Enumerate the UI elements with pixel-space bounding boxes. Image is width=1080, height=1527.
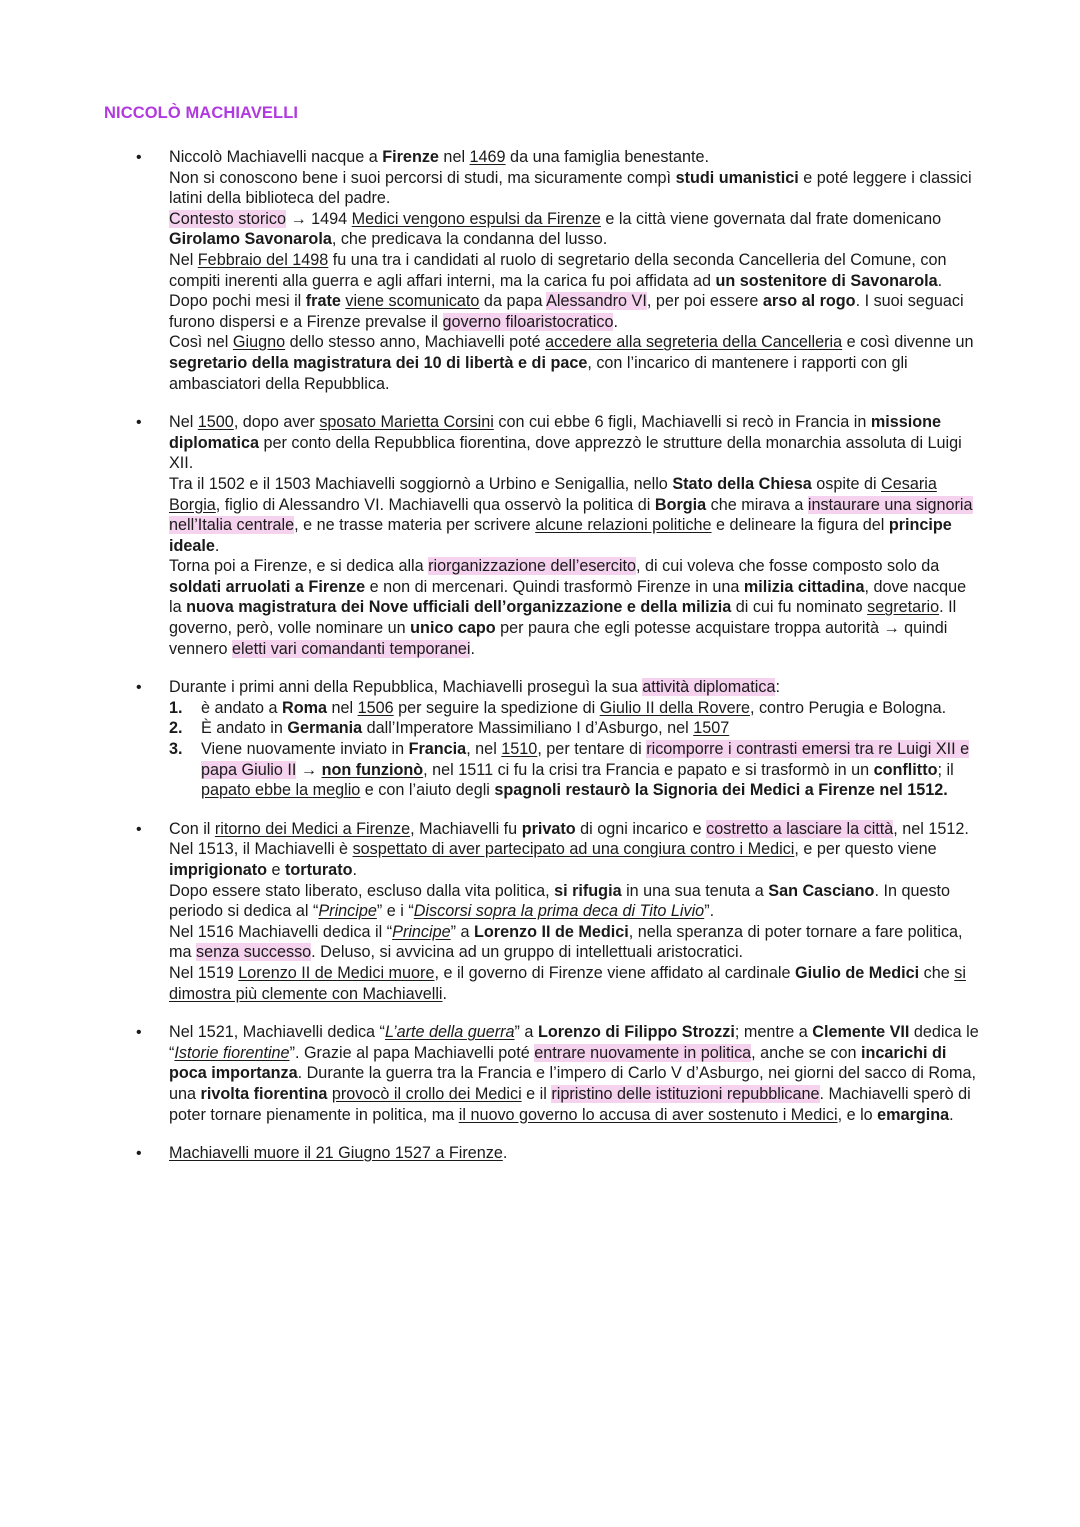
text-run: Principe bbox=[318, 902, 377, 921]
text-run: . I suoi seguaci furono dispersi e a Firenze prevalse il bbox=[169, 292, 964, 331]
paragraph bbox=[169, 922, 980, 963]
text-run: . bbox=[352, 861, 357, 879]
highlighted-text: costretto a lasciare la città bbox=[706, 819, 894, 838]
text-run: È andato in bbox=[201, 719, 288, 738]
text-run: L’arte della guerra bbox=[384, 1023, 515, 1042]
text-run: ospite di bbox=[811, 474, 882, 493]
text-run: Principe bbox=[392, 922, 451, 941]
text-run: ”. bbox=[704, 902, 715, 921]
text-run: → 1494 bbox=[285, 209, 352, 228]
paragraph bbox=[169, 250, 980, 291]
text-run: , e lo bbox=[837, 1105, 878, 1124]
bold-text: missione diplomatica bbox=[169, 413, 942, 452]
text-run: . Durante la guerra tra la Francia e l’impero di Carlo V d’Asburgo, nei giorni del sacco di Roma, una bbox=[169, 1064, 977, 1103]
bullet-item bbox=[0, 1143, 1080, 1164]
text-run: dello stesso anno, Machiavelli poté bbox=[285, 333, 546, 352]
bullet-item bbox=[0, 819, 1080, 1004]
bullet-dot-icon: • bbox=[136, 149, 142, 166]
text-run: ”. Grazie al papa Machiavelli poté bbox=[289, 1043, 535, 1062]
text-run: è andato a bbox=[201, 698, 283, 717]
text-run: fu una tra i candidati al ruolo di segretario della seconda Cancelleria del Comune, con compiti inerenti alla guerra e agli affari interni, ma la carica fu poi affidata ad bbox=[169, 250, 947, 290]
text-run: per paura che egli potesse acquistare troppa autorità → quindi vennero bbox=[169, 619, 948, 658]
bold-text: un sostenitore di Savonarola bbox=[715, 271, 938, 290]
bullet-item bbox=[0, 147, 1080, 394]
text-run: che mirava a bbox=[706, 495, 808, 514]
text-run: , per poi essere bbox=[646, 292, 763, 311]
paragraph bbox=[169, 963, 980, 1004]
text-run: , anche se con bbox=[751, 1043, 861, 1062]
paragraph bbox=[169, 881, 980, 922]
text-run: Non si conoscono bene i suoi percorsi di studi, ma sicuramente compì bbox=[169, 168, 676, 187]
text-run: dall’Imperatore Massimiliano I d’Asburgo, nel bbox=[362, 719, 694, 738]
highlighted-text: eletti vari comandanti temporanei bbox=[232, 639, 471, 658]
text-run: , dopo aver bbox=[233, 413, 320, 432]
text-run: e non di mercenari. Quindi trasformò Firenze in una bbox=[365, 577, 744, 596]
bold-text: si rifugia bbox=[554, 881, 622, 900]
bold-text: conflitto bbox=[873, 760, 938, 779]
bold-text: rivolta fiorentina bbox=[200, 1084, 328, 1103]
bullet-item bbox=[0, 1022, 1080, 1125]
bold-text: Giulio de Medici bbox=[795, 963, 920, 982]
text-run: Dopo pochi mesi il bbox=[169, 292, 306, 311]
text-run: e delineare la figura del bbox=[711, 516, 889, 535]
text-run: viene scomunicato bbox=[345, 292, 480, 311]
text-run: . Il governo, però, volle nominare un bbox=[169, 598, 957, 638]
text-run: Dopo essere stato liberato, escluso dalla vita politica, bbox=[169, 881, 555, 900]
text-run: : bbox=[775, 678, 780, 697]
bold-text: torturato bbox=[285, 861, 353, 879]
bullet-dot-icon: • bbox=[136, 1145, 142, 1163]
highlighted-text: governo filoaristocratico bbox=[442, 312, 614, 331]
text-run: . bbox=[214, 536, 220, 555]
text-run: , che predicava la condanna del lusso. bbox=[331, 230, 608, 249]
bullet-item bbox=[0, 677, 1080, 801]
bold-text: non funzionò bbox=[321, 760, 424, 779]
paragraph bbox=[169, 412, 980, 474]
text-run: e la città viene governata dal frate domenicano bbox=[600, 209, 942, 228]
text-run: da papa bbox=[479, 292, 547, 311]
text-run: ; mentre a bbox=[734, 1023, 813, 1042]
text-run: accedere alla segreteria della Cancelleria bbox=[545, 333, 843, 352]
text-run: . bbox=[613, 312, 618, 331]
text-run: si dimostra più clemente con Machiavelli bbox=[169, 963, 966, 1003]
bullet-dot-icon: • bbox=[136, 679, 142, 697]
text-run: Cesaria Borgia bbox=[169, 474, 937, 514]
text-run: ” e i “ bbox=[376, 902, 414, 921]
bold-text: Francia bbox=[408, 740, 467, 759]
text-run: di cui fu nominato bbox=[731, 598, 868, 617]
bullet-dot-icon: • bbox=[136, 820, 142, 838]
text-run: Durante i primi anni della Repubblica, Machiavelli proseguì la sua bbox=[169, 678, 643, 697]
text-run: , e il governo di Firenze viene affidato al cardinale bbox=[434, 963, 795, 982]
text-run: e con l’aiuto degli bbox=[360, 781, 495, 800]
highlighted-text: entrare nuovamente in politica bbox=[534, 1043, 752, 1062]
text-run: , contro Perugia e Bologna. bbox=[749, 698, 947, 717]
text-run: → bbox=[296, 760, 322, 779]
list-number: 2. bbox=[169, 719, 183, 738]
numbered-list-item bbox=[169, 739, 980, 801]
bullet-item bbox=[0, 412, 1080, 659]
bold-text: studi umanistici bbox=[675, 168, 799, 187]
text-run: , nella speranza di poter tornare a fare politica, ma bbox=[169, 922, 963, 962]
text-run: nel bbox=[327, 698, 358, 717]
text-run: Viene nuovamente inviato in bbox=[201, 740, 409, 759]
text-run: . In questo periodo si dedica al “ bbox=[169, 881, 951, 921]
text-run: Machiavelli muore il 21 Giugno 1527 a Firenze bbox=[169, 1144, 503, 1163]
text-run: Giulio II della Rovere bbox=[599, 698, 750, 717]
text-run: con cui ebbe 6 figli, Machiavelli si recò in Francia in bbox=[493, 413, 871, 432]
text-run: , e per questo viene bbox=[794, 840, 937, 859]
paragraph bbox=[169, 677, 980, 698]
text-run: . Deluso, si avvicina ad un gruppo di intellettuali aristocratici. bbox=[311, 943, 744, 962]
text-run: , nel 1511 ci fu la crisi tra Francia e papato e si trasformò in un bbox=[423, 760, 874, 779]
paragraph bbox=[169, 1143, 980, 1164]
text-run: sospettato di aver partecipato ad una congiura contro i Medici bbox=[352, 840, 795, 859]
text-run: Niccolò Machiavelli nacque a bbox=[169, 148, 383, 166]
highlighted-text: Alessandro VI bbox=[546, 292, 647, 311]
text-run: nel bbox=[438, 148, 470, 166]
text-run: 1500 bbox=[197, 413, 234, 432]
bullet-dot-icon: • bbox=[136, 1024, 142, 1042]
text-run: 1469 bbox=[469, 148, 506, 166]
text-run: e il bbox=[521, 1084, 552, 1103]
text-run: , Machiavelli fu bbox=[410, 819, 522, 838]
highlighted-text: ripristino delle istituzioni repubblicane bbox=[551, 1084, 820, 1103]
highlighted-text: riorganizzazione dell’esercito bbox=[428, 557, 637, 576]
bold-text: privato bbox=[521, 819, 576, 838]
text-run: per conto della Repubblica fiorentina, dove apprezzò le strutture della monarchia assoluta di Luigi XII. bbox=[169, 433, 962, 473]
text-run: Nel 1519 bbox=[169, 963, 239, 982]
text-run: dedica le “ bbox=[169, 1023, 979, 1062]
bold-text: arso al rogo bbox=[762, 292, 856, 311]
list-number: 3. bbox=[169, 740, 183, 759]
text-run: Così nel bbox=[169, 333, 233, 352]
bold-text: Firenze bbox=[382, 148, 439, 166]
numbered-list-item bbox=[169, 718, 980, 739]
bold-text: milizia cittadina bbox=[743, 577, 865, 596]
bold-text: soldati arruolati a Firenze bbox=[169, 577, 366, 596]
highlighted-text: attività diplomatica bbox=[642, 678, 776, 697]
paragraph bbox=[169, 209, 980, 250]
text-run: di ogni incarico e bbox=[575, 819, 707, 838]
text-run: Discorsi sopra la prima deca di Tito Livio bbox=[413, 902, 705, 921]
text-run: , figlio di Alessandro VI. Machiavelli qua osservò la politica di bbox=[215, 495, 655, 514]
text-run: e così divenne un bbox=[842, 333, 974, 352]
text-run: , per tentare di bbox=[537, 740, 647, 759]
text-run: Tra il 1502 e il 1503 Machiavelli soggiornò a Urbino e Senigallia, nello bbox=[169, 474, 673, 493]
paragraph bbox=[169, 332, 980, 394]
bold-text: Lorenzo di Filippo Strozzi bbox=[537, 1023, 735, 1042]
text-run: . Machiavelli sperò di poter tornare pienamente in politica, ma bbox=[169, 1084, 971, 1124]
text-run: . bbox=[937, 271, 943, 290]
bold-text: nuova magistratura dei Nove ufficiali dell’organizzazione e della milizia bbox=[186, 598, 732, 617]
text-run: alcune relazioni politiche bbox=[535, 516, 712, 535]
text-run: da una famiglia benestante. bbox=[505, 148, 709, 166]
bold-text: segretario della magistratura dei 10 di libertà e di pace bbox=[169, 353, 588, 372]
text-run: Lorenzo II de Medici muore bbox=[238, 963, 435, 982]
paragraph bbox=[169, 291, 980, 332]
text-run: 1507 bbox=[693, 719, 730, 738]
paragraph bbox=[169, 147, 980, 168]
bold-text: Stato della Chiesa bbox=[672, 474, 812, 493]
text-run: , dove nacque la bbox=[169, 577, 967, 617]
bold-text: unico capo bbox=[410, 619, 496, 638]
paragraph bbox=[169, 1022, 980, 1125]
text-run: Nel bbox=[169, 413, 198, 432]
list-number: 1. bbox=[169, 698, 183, 717]
text-run: in una sua tenuta a bbox=[621, 881, 769, 900]
text-run: . bbox=[502, 1144, 508, 1163]
highlighted-text: ricomporre i contrasti emersi tra re Luigi XII e papa Giulio II bbox=[201, 740, 970, 779]
text-run: papato ebbe la meglio bbox=[201, 781, 361, 800]
text-run: ” a bbox=[450, 922, 475, 941]
bold-text: Roma bbox=[282, 698, 327, 717]
text-run: e bbox=[267, 861, 286, 879]
bold-text: principe ideale bbox=[169, 516, 952, 555]
text-run: Nel 1516 Machiavelli dedica il “ bbox=[169, 922, 393, 941]
text-run: Giugno bbox=[232, 333, 286, 352]
paragraph bbox=[169, 556, 980, 659]
numbered-list bbox=[169, 698, 980, 801]
bullet-list bbox=[0, 147, 1080, 1182]
text-run: ” a bbox=[514, 1023, 538, 1042]
text-run: Istorie fiorentine bbox=[174, 1043, 290, 1062]
bold-text: Clemente VII bbox=[812, 1023, 910, 1042]
paragraph bbox=[169, 168, 980, 209]
text-run: , con l’incarico di mantenere i rapporti con gli ambasciatori della Repubblica. bbox=[169, 353, 908, 393]
text-run: che bbox=[919, 963, 955, 982]
bold-text: imprigionato bbox=[169, 861, 268, 879]
text-run: il nuovo governo lo accusa di aver sostenuto i Medici bbox=[458, 1105, 838, 1124]
text-run: Medici vengono espulsi da Firenze bbox=[351, 209, 601, 228]
document-title: NICCOLÒ MACHIAVELLI bbox=[104, 104, 299, 122]
text-run: , e ne trasse materia per scrivere bbox=[294, 516, 536, 535]
bold-text: spagnoli restaurò la Signoria dei Medici a Firenze nel 1512. bbox=[494, 781, 948, 800]
numbered-list-item bbox=[169, 698, 980, 719]
bold-text: incarichi di poca importanza bbox=[169, 1043, 947, 1083]
text-run: ritorno dei Medici a Firenze bbox=[214, 819, 411, 838]
bullet-dot-icon: • bbox=[136, 414, 142, 432]
text-run: Torna poi a Firenze, e si dedica alla bbox=[169, 557, 429, 576]
text-run: , nel bbox=[466, 740, 502, 759]
text-run: , nel 1512. Nel 1513, il Machiavelli è bbox=[169, 819, 969, 859]
text-run: . bbox=[470, 639, 475, 658]
text-run: Nel 1521, Machiavelli dedica “ bbox=[169, 1023, 385, 1042]
paragraph bbox=[169, 474, 980, 556]
highlighted-text: senza successo bbox=[196, 943, 312, 962]
paragraph bbox=[169, 819, 980, 881]
bold-text: San Casciano bbox=[768, 881, 875, 900]
text-run: . bbox=[949, 1105, 954, 1124]
text-run: sposato Marietta Corsini bbox=[319, 413, 494, 432]
text-run: segretario bbox=[867, 598, 940, 617]
highlighted-text: instaurare una signoria nell’Italia centrale bbox=[169, 495, 973, 535]
text-run: Febbraio del 1498 bbox=[197, 250, 329, 269]
text-run: Con il bbox=[169, 819, 215, 838]
text-run: provocò il crollo dei Medici bbox=[331, 1084, 522, 1103]
text-run: , di cui voleva che fosse composto solo da bbox=[636, 557, 940, 576]
text-run: per seguire la spedizione di bbox=[393, 698, 600, 717]
bold-text: Germania bbox=[287, 719, 363, 738]
text-run: 1510 bbox=[501, 740, 538, 759]
highlighted-text: Contesto storico bbox=[169, 209, 286, 228]
bold-text: Borgia bbox=[654, 495, 707, 514]
bold-text: frate bbox=[305, 292, 341, 311]
text-run: 1506 bbox=[357, 698, 394, 717]
text-run: ; il bbox=[937, 760, 954, 779]
bold-text: emargina bbox=[877, 1105, 950, 1124]
bold-text: Girolamo Savonarola bbox=[169, 230, 332, 249]
text-run: Nel bbox=[169, 250, 198, 269]
text-run: . bbox=[442, 984, 448, 1003]
bold-text: Lorenzo II de Medici bbox=[474, 922, 629, 941]
text-run: e poté leggere i classici latini della biblioteca del padre. bbox=[169, 168, 972, 208]
